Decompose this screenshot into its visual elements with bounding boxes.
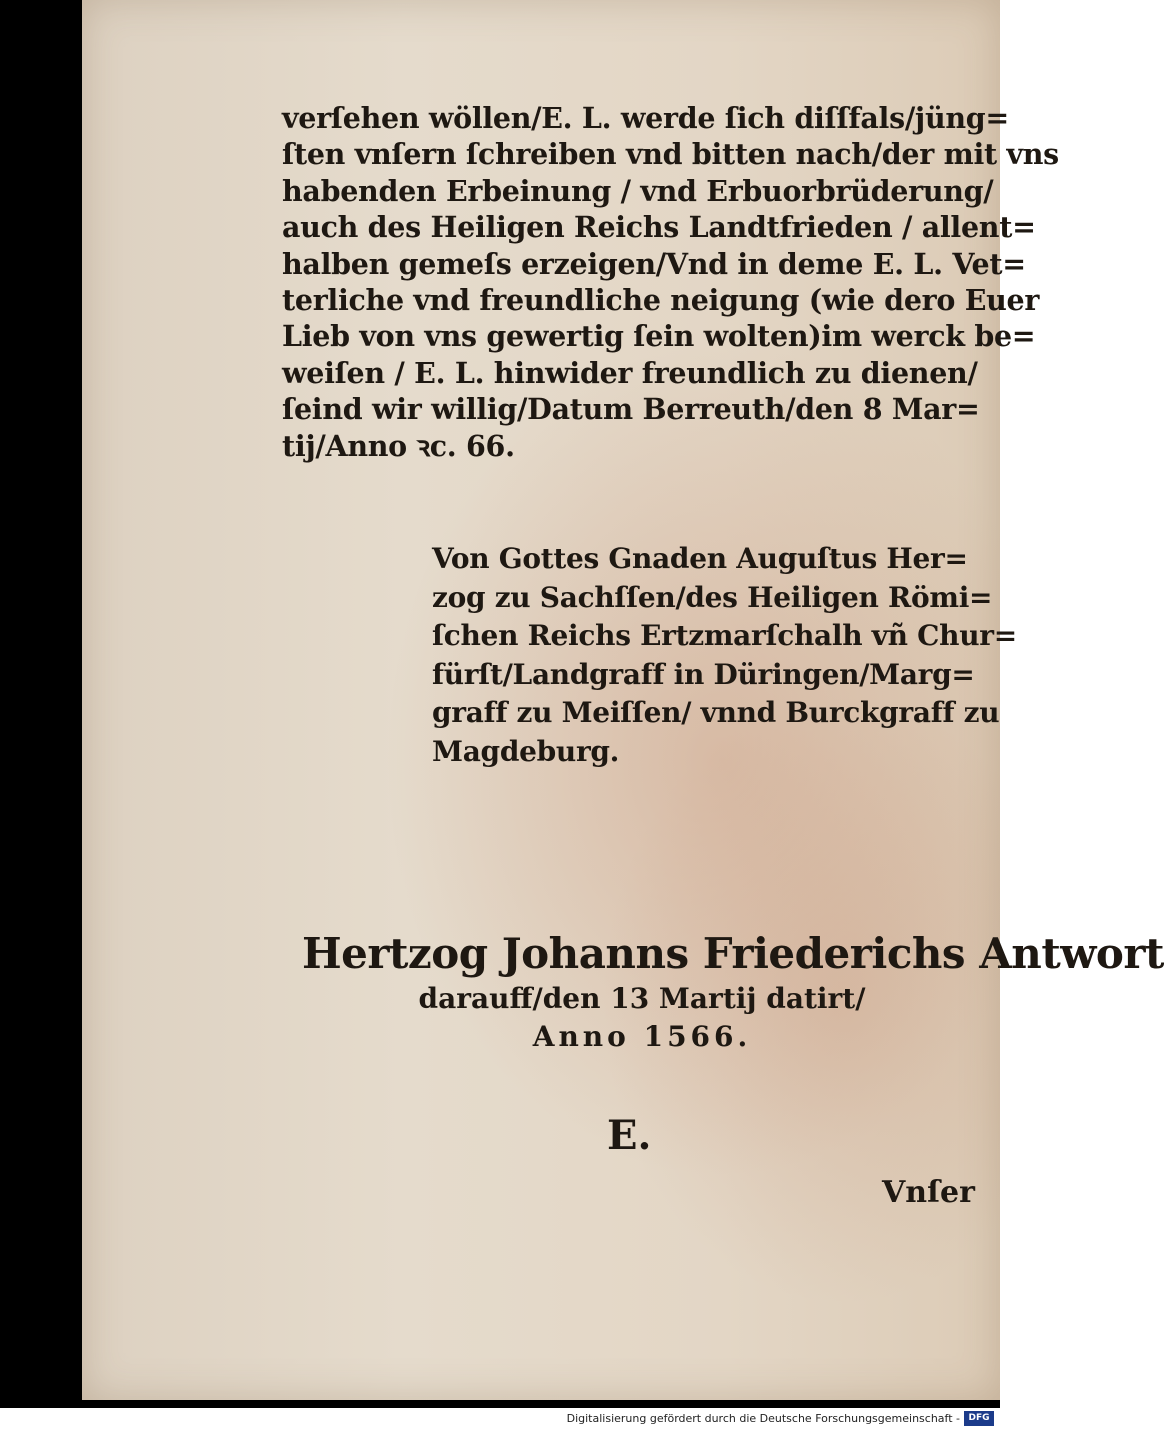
signature-line: fürſt/Landgraff in Düringen/Marg=	[432, 657, 975, 691]
funding-notice: Digitalisierung gefördert durch die Deutsche Forschungsgemeinschaft -	[566, 1412, 960, 1425]
signature-mark: E.	[607, 1112, 652, 1159]
signature-line: Magdeburg.	[432, 734, 620, 768]
dfg-logo: DFG	[964, 1411, 994, 1426]
body-line: weiſen / E. L. hinwider freundlich zu dienen/	[282, 355, 978, 390]
section-heading	[302, 928, 1164, 1056]
signature-line: zog zu Sachſſen/des Heiligen Römi=	[432, 580, 993, 614]
sender-signature	[432, 540, 1017, 771]
body-line: habenden Erbeinung / vnd Erbuorbrüderung/	[282, 173, 994, 208]
catchword: Vnſer	[882, 1175, 975, 1210]
book-page	[82, 0, 1164, 1400]
body-line: terliche vnd freundliche neigung (wie dero Euer	[282, 283, 1040, 318]
body-line: verſehen wöllen/E. L. werde ſich diſſfals/jüng=	[282, 101, 1009, 135]
body-line: ſeind wir willig/Datum Berreuth/den 8 Mar=	[282, 392, 980, 427]
signature-line: Von Gottes Gnaden Auguſtus Her=	[432, 542, 968, 575]
body-line: ſten vnſern ſchreiben vnd bitten nach/der mit vns	[282, 137, 1059, 172]
body-line: auch des Heiligen Reichs Landtfrieden / allent=	[282, 210, 1036, 245]
body-line: halben gemeſs erzeigen/Vnd in deme E. L. Vet=	[282, 246, 1026, 281]
heading-title: Hertzog Johanns Friederichs Antwort	[302, 929, 1164, 978]
letter-body	[282, 100, 1059, 464]
heading-date-line: darauff/den 13 Martij datirt/	[418, 982, 866, 1015]
signature-line: ſchen Reichs Ertzmarſchalh vñ Chur=	[432, 619, 1017, 652]
heading-year-line: Anno 1566.	[532, 1020, 752, 1053]
body-line: Lieb von vns gewertig ſein wolten)im werck be=	[282, 319, 1036, 354]
footer-bar	[0, 1408, 1000, 1430]
body-line: tij/Anno ꝛc. 66.	[282, 428, 515, 463]
signature-line: graff zu Meiſſen/ vnnd Burckgraff zu	[432, 696, 1000, 729]
